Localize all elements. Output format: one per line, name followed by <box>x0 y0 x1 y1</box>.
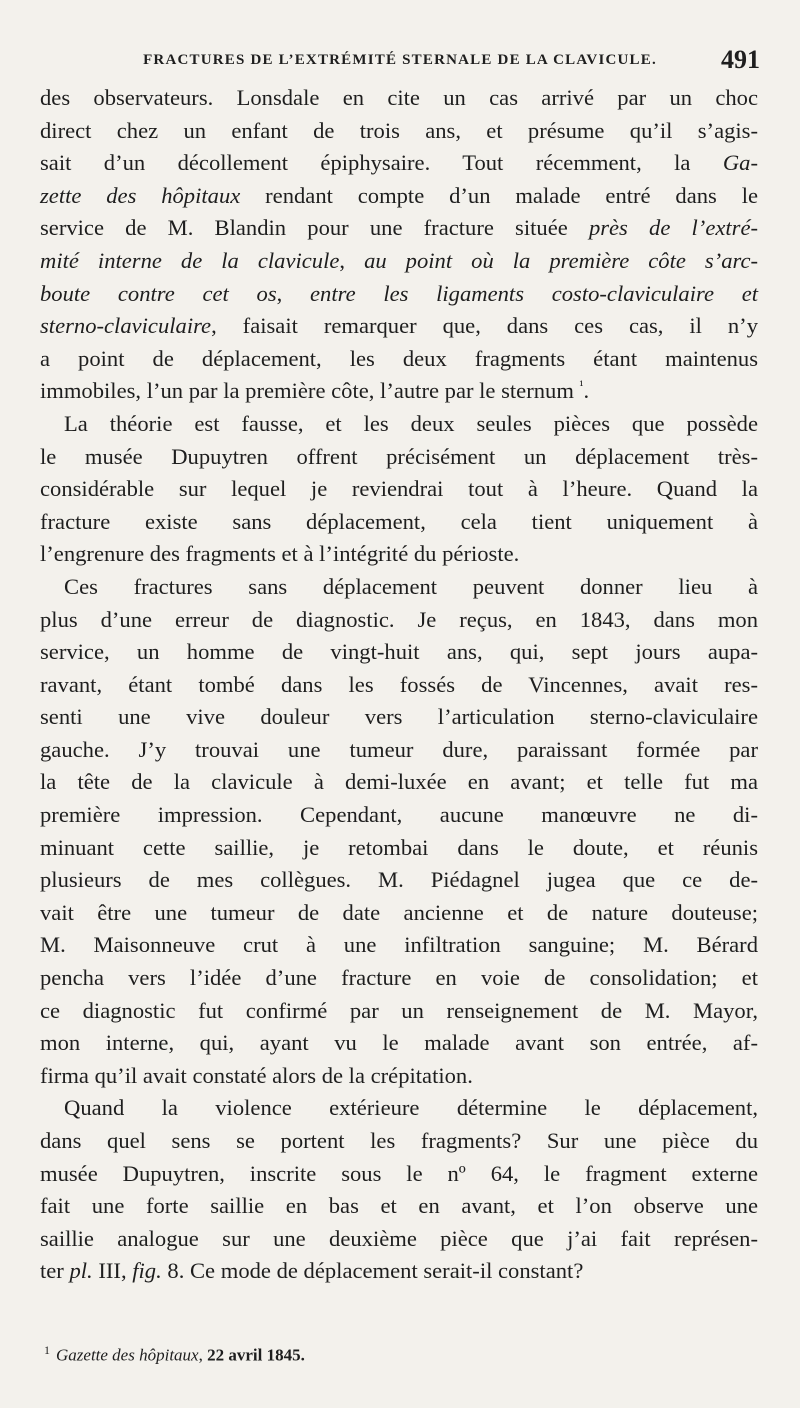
text-line <box>40 1027 758 1060</box>
paragraph <box>40 82 758 408</box>
text-line <box>40 1060 758 1093</box>
text-run: pl. <box>69 1258 93 1284</box>
text-line <box>40 343 758 376</box>
text-run: senti une vive douleur vers l’articulation sterno-claviculaire <box>40 704 758 730</box>
text-line <box>40 506 758 539</box>
footnote-mark: 1 <box>44 1343 50 1357</box>
text-run: vait être une tumeur de date ancienne et de nature douteuse; <box>40 899 758 925</box>
text-line <box>40 278 758 311</box>
footnote-source: Gazette des hôpitaux <box>56 1345 199 1365</box>
footnote-date: 22 avril 1845. <box>207 1345 305 1365</box>
paragraph <box>40 408 758 571</box>
text-run: service de M. Blandin pour une fracture située <box>40 215 589 241</box>
text-line <box>40 441 758 474</box>
text-run: près de l’extré- <box>588 215 758 241</box>
text-line <box>40 571 758 604</box>
text-line <box>40 1125 758 1158</box>
text-line <box>40 180 758 213</box>
text-run: plus d’une erreur de diagnostic. Je reçus, en 1843, dans mon <box>40 606 758 632</box>
text-line <box>40 82 758 115</box>
footnote-ref: ¹ <box>579 377 584 393</box>
text-line <box>40 473 758 506</box>
body-text <box>40 82 758 1288</box>
text-line <box>40 1158 758 1191</box>
text-run: mité interne de la clavicule <box>40 247 340 273</box>
text-run: musée Dupuytren, inscrite sous le nº 64, le fragment externe <box>40 1160 758 1186</box>
text-run: boute contre cet os <box>40 280 277 306</box>
text-line <box>40 962 758 995</box>
text-line <box>40 766 758 799</box>
text-run: ravant, étant tombé dans les fossés de Vincennes, avait res- <box>40 671 758 697</box>
page-number: 491 <box>721 45 760 74</box>
text-run: fig. <box>132 1258 162 1284</box>
text-run: fracture existe sans déplacement, cela tient uniquement à <box>40 508 758 534</box>
text-run: saillie analogue sur une deuxième pièce que j’ai fait représen- <box>40 1225 758 1251</box>
text-line <box>40 310 758 343</box>
text-run: la tête de la clavicule à demi-luxée en avant; et telle fut ma <box>40 769 758 795</box>
text-line <box>40 864 758 897</box>
text-run: ter <box>40 1258 70 1284</box>
text-line <box>40 669 758 702</box>
text-line <box>40 1190 758 1223</box>
text-run: considérable sur lequel je reviendrai tout à l’heure. Quand la <box>40 476 758 502</box>
text-run: l’engrenure des fragments et à l’intégrité du périoste. <box>40 541 520 567</box>
text-run: sterno-claviculaire <box>40 313 212 339</box>
text-run: . <box>583 378 590 404</box>
running-head <box>40 42 760 78</box>
text-run: III, <box>92 1258 133 1284</box>
text-run: pencha vers l’idée d’une fracture en voie de consolidation; et <box>40 965 758 991</box>
text-run: zette des hôpitaux <box>40 182 241 208</box>
text-line <box>40 734 758 767</box>
text-line <box>40 245 758 278</box>
text-run: au point où la première côte s’arc- <box>364 247 759 273</box>
text-line <box>40 538 758 571</box>
text-run: ce diagnostic fut confirmé par un renseignement de M. Mayor, <box>40 997 758 1023</box>
text-line <box>40 212 758 245</box>
footnote-separator: , <box>198 1345 208 1365</box>
text-run: minuant cette saillie, je retombai dans le doute, et réunis <box>40 834 758 860</box>
text-run: Quand la violence extérieure détermine le déplacement, <box>64 1095 758 1121</box>
text-run: dans quel sens se portent les fragments? Sur une pièce du <box>40 1128 758 1153</box>
text-run: mon interne, qui, ayant vu le malade avant son entrée, af- <box>40 1030 758 1056</box>
text-run: direct chez un enfant de trois ans, et présume qu’il s’agis- <box>40 117 758 143</box>
text-run: plusieurs de mes collègues. M. Piédagnel jugea que ce de- <box>40 867 758 893</box>
text-run: , <box>339 247 365 273</box>
text-line <box>40 1092 758 1125</box>
text-line <box>40 115 758 148</box>
text-line <box>40 929 758 962</box>
text-run: fait une forte saillie en bas et en avant, et l’on observe une <box>40 1193 758 1219</box>
text-line <box>40 701 758 734</box>
text-run: entre les ligaments costo-claviculaire et <box>310 280 758 306</box>
text-run: firma qu’il avait constaté alors de la crépitation. <box>40 1062 473 1088</box>
text-run: , <box>276 280 311 306</box>
text-line <box>40 1255 758 1288</box>
running-title: FRACTURES DE L’EXTRÉMITÉ STERNALE DE LA CLAVICULE. <box>143 51 657 68</box>
text-line <box>40 799 758 832</box>
footnote <box>44 1338 744 1368</box>
text-run: gauche. J’y trouvai une tumeur dure, paraissant formée par <box>40 736 758 762</box>
text-run: a point de déplacement, les deux fragments étant maintenus <box>40 345 758 371</box>
text-line <box>40 604 758 637</box>
paragraph <box>40 571 758 1093</box>
text-run: le musée Dupuytren offrent précisément un déplacement très- <box>40 443 758 469</box>
text-line <box>40 897 758 930</box>
text-line <box>40 995 758 1028</box>
text-line <box>40 832 758 865</box>
text-line <box>40 147 758 180</box>
text-run: Ces fractures sans déplacement peuvent donner lieu à <box>64 573 758 599</box>
text-line <box>40 408 758 441</box>
text-line <box>40 1223 758 1256</box>
text-run: immobiles, l’un par la première côte, l’autre par le sternum <box>40 378 580 404</box>
paragraph <box>40 1092 758 1288</box>
text-run: première impression. Cependant, aucune manœuvre ne di- <box>40 802 758 828</box>
text-run: , faisait remarquer que, dans ces cas, il n’y <box>211 313 758 339</box>
text-run: service, un homme de vingt-huit ans, qui, sept jours aupa- <box>40 639 758 665</box>
text-run: rendant compte d’un malade entré dans le <box>240 182 759 208</box>
text-run: 8. Ce mode de déplacement serait-il constant? <box>161 1258 584 1284</box>
text-run: Ga- <box>722 150 758 176</box>
text-run: La théorie est fausse, et les deux seules pièces que possède <box>64 410 758 436</box>
text-run: des observateurs. Lonsdale en cite un cas arrivé par un choc <box>40 85 758 110</box>
text-run: sait d’un décollement épiphysaire. Tout récemment, la <box>40 150 723 176</box>
text-run: M. Maisonneuve crut à une infiltration sanguine; M. Bérard <box>40 932 758 958</box>
text-line <box>40 375 758 408</box>
text-line <box>40 636 758 669</box>
